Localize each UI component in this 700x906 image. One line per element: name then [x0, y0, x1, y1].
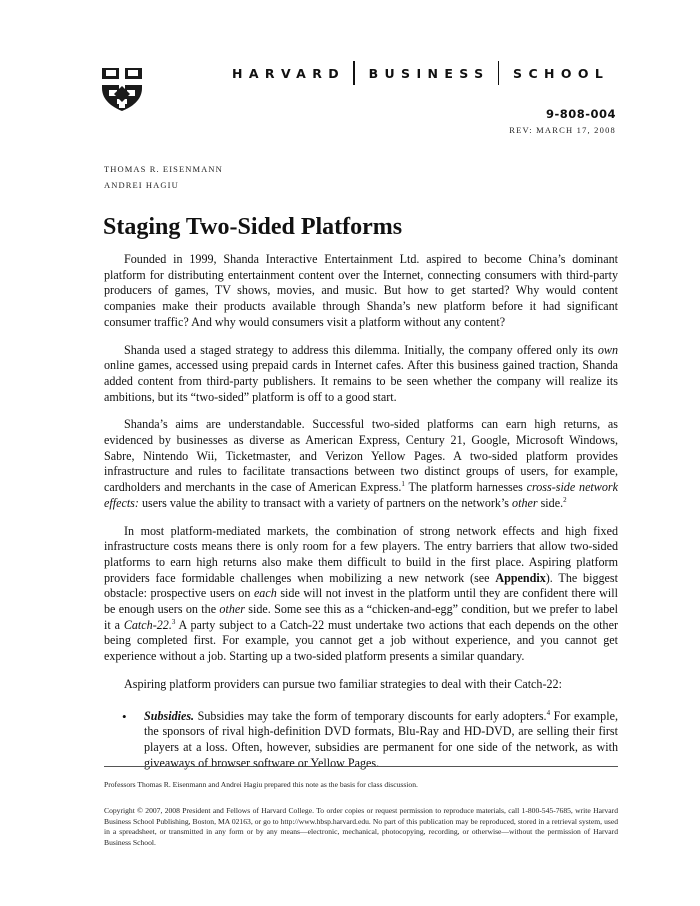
footnote-marker[interactable]: 4 [546, 708, 551, 717]
school-word-school: SCHOOL [513, 65, 610, 81]
emphasis: cross-side network effects: [104, 480, 618, 510]
paragraph-text: ). The biggest obstacle: prospective users on [104, 570, 618, 601]
list-item-text: For example, the sponsors of rival high-definition DVD formats, Blu-Ray and HD-DVD, are selling their first players at a loss. Often, however, subsidies are permanent for one side of the network, as with giveaways of browser software or Yellow Pages. [144, 708, 618, 770]
school-word-harvard: HARVARD [232, 65, 346, 81]
document-title: Staging Two-Sided Platforms [103, 214, 403, 240]
paragraph-text: The platform harnesses [404, 480, 527, 495]
document-body [104, 252, 618, 771]
emphasis: other [219, 602, 245, 617]
paragraph-text: side. Some see this as a “chicken-and-egg” condition, but we prefer to label it a [104, 602, 618, 632]
list-item-term: Subsidies. [144, 708, 195, 723]
school-banner [232, 63, 622, 83]
footnote-marker[interactable]: 3 [171, 617, 176, 626]
banner-divider [498, 61, 500, 85]
paragraph-text: In most platform-mediated markets, the combination of strong network effects and high fixed infrastructure costs means there is only room for a few players. The entry barriers that allow two-sided platforms to earn high returns also make them difficult to build in the first place. Aspiring platform providers face formidable challenges when mobilizing a new network (see [104, 523, 618, 585]
paragraph [104, 524, 618, 665]
paragraph [104, 252, 618, 331]
paragraph-text: A party subject to a Catch-22 must undertake two actions that each depends on the other being completed first. For example, you cannot get a job without experience, and you cannot get experience without a job. Starting up a two-sided platform presents a similar quandary. [104, 617, 618, 664]
emphasis: other [512, 495, 538, 510]
banner-divider [353, 61, 355, 85]
paragraph-text: Shanda’s aims are understandable. Successful two-sided platforms can earn high returns, as evidenced by businesses as diverse as American Express, Century 21, Google, Microsoft Windows, Sabre, Nintendo Wii, Ticketmaster, and Verizon Yellow Pages. A two-sided platform provides infrastructure and rules to facilitate transactions between two distinct groups of users, for example, cardholders and merchants in the case of American Express. [104, 417, 618, 495]
paragraph-text: side will not invest in the platform until they are confident there will be enough users on the [104, 586, 618, 617]
footnote-marker[interactable]: 2 [563, 495, 567, 504]
list-item-text: Subsidies may take the form of temporary discounts for early adopters. [194, 708, 547, 723]
list-item [122, 708, 618, 772]
footer-divider [104, 766, 618, 767]
strategy-list [104, 709, 618, 772]
paragraph-text: users value the ability to transact with a variety of partners on the network’s [138, 495, 513, 510]
school-word-business: BUSINESS [368, 65, 490, 81]
paragraph [104, 343, 618, 406]
author-name: ANDREI HAGIU [104, 180, 179, 190]
paragraph-text: Shanda used a staged strategy to address this dilemma. Initially, the company offered only its [124, 342, 598, 357]
paragraph-text: Founded in 1999, Shanda Interactive Entertainment Ltd. aspired to become China’s dominant platform for distributing entertainment content over the Internet, connecting consumers with third-party producers of games, TV shows, movies, and music. But how to get started? Why would content companies make their products available through Shanda’s new platform before it had significant consumer traffic? And why would consumers visit a platform without any content? [104, 252, 618, 329]
revision-date: REV: MARCH 17, 2008 [509, 125, 616, 135]
footnote-marker[interactable]: 1 [401, 480, 405, 489]
paragraph-text: side. [537, 495, 564, 510]
emphasis: own [597, 342, 618, 357]
emphasis: each [253, 586, 277, 601]
harvard-crest-logo [100, 66, 144, 112]
paragraph-text: online games, accessed using prepaid cards in Internet cafes. After this business gained traction, Shanda added content from third-party publishers. It remains to be seen whether the company will realize its ambitions, but its “two-sided” platform is off to a good start. [104, 358, 618, 404]
emphasis: Catch-22. [123, 617, 172, 632]
appendix-reference[interactable]: Appendix [495, 570, 546, 585]
paragraph [104, 417, 618, 511]
case-number: 9-808-004 [545, 107, 616, 121]
bullet-icon: • [122, 708, 127, 724]
preparation-note: Professors Thomas R. Eisenmann and Andrei Hagiu prepared this note as the basis for class discussion. [104, 780, 418, 789]
author-name: THOMAS R. EISENMANN [104, 164, 223, 174]
paragraph-text: Aspiring platform providers can pursue two familiar strategies to deal with their Catch-22: [124, 676, 562, 691]
copyright-notice: Copyright © 2007, 2008 President and Fellows of Harvard College. To order copies or request permission to reproduce materials, call 1-800-545-7685, write Harvard Business School Publishing, Boston, MA 02163, or go to http://www.hbsp.harvard.edu. No part of this publication may be reproduced, stored in a retrieval system, used in a spreadsheet, or transmitted in any form or by any means—electronic, mechanical, photocopying, recording, or otherwise—without the permission of Harvard Business School. [104, 806, 618, 847]
paragraph [104, 677, 618, 693]
